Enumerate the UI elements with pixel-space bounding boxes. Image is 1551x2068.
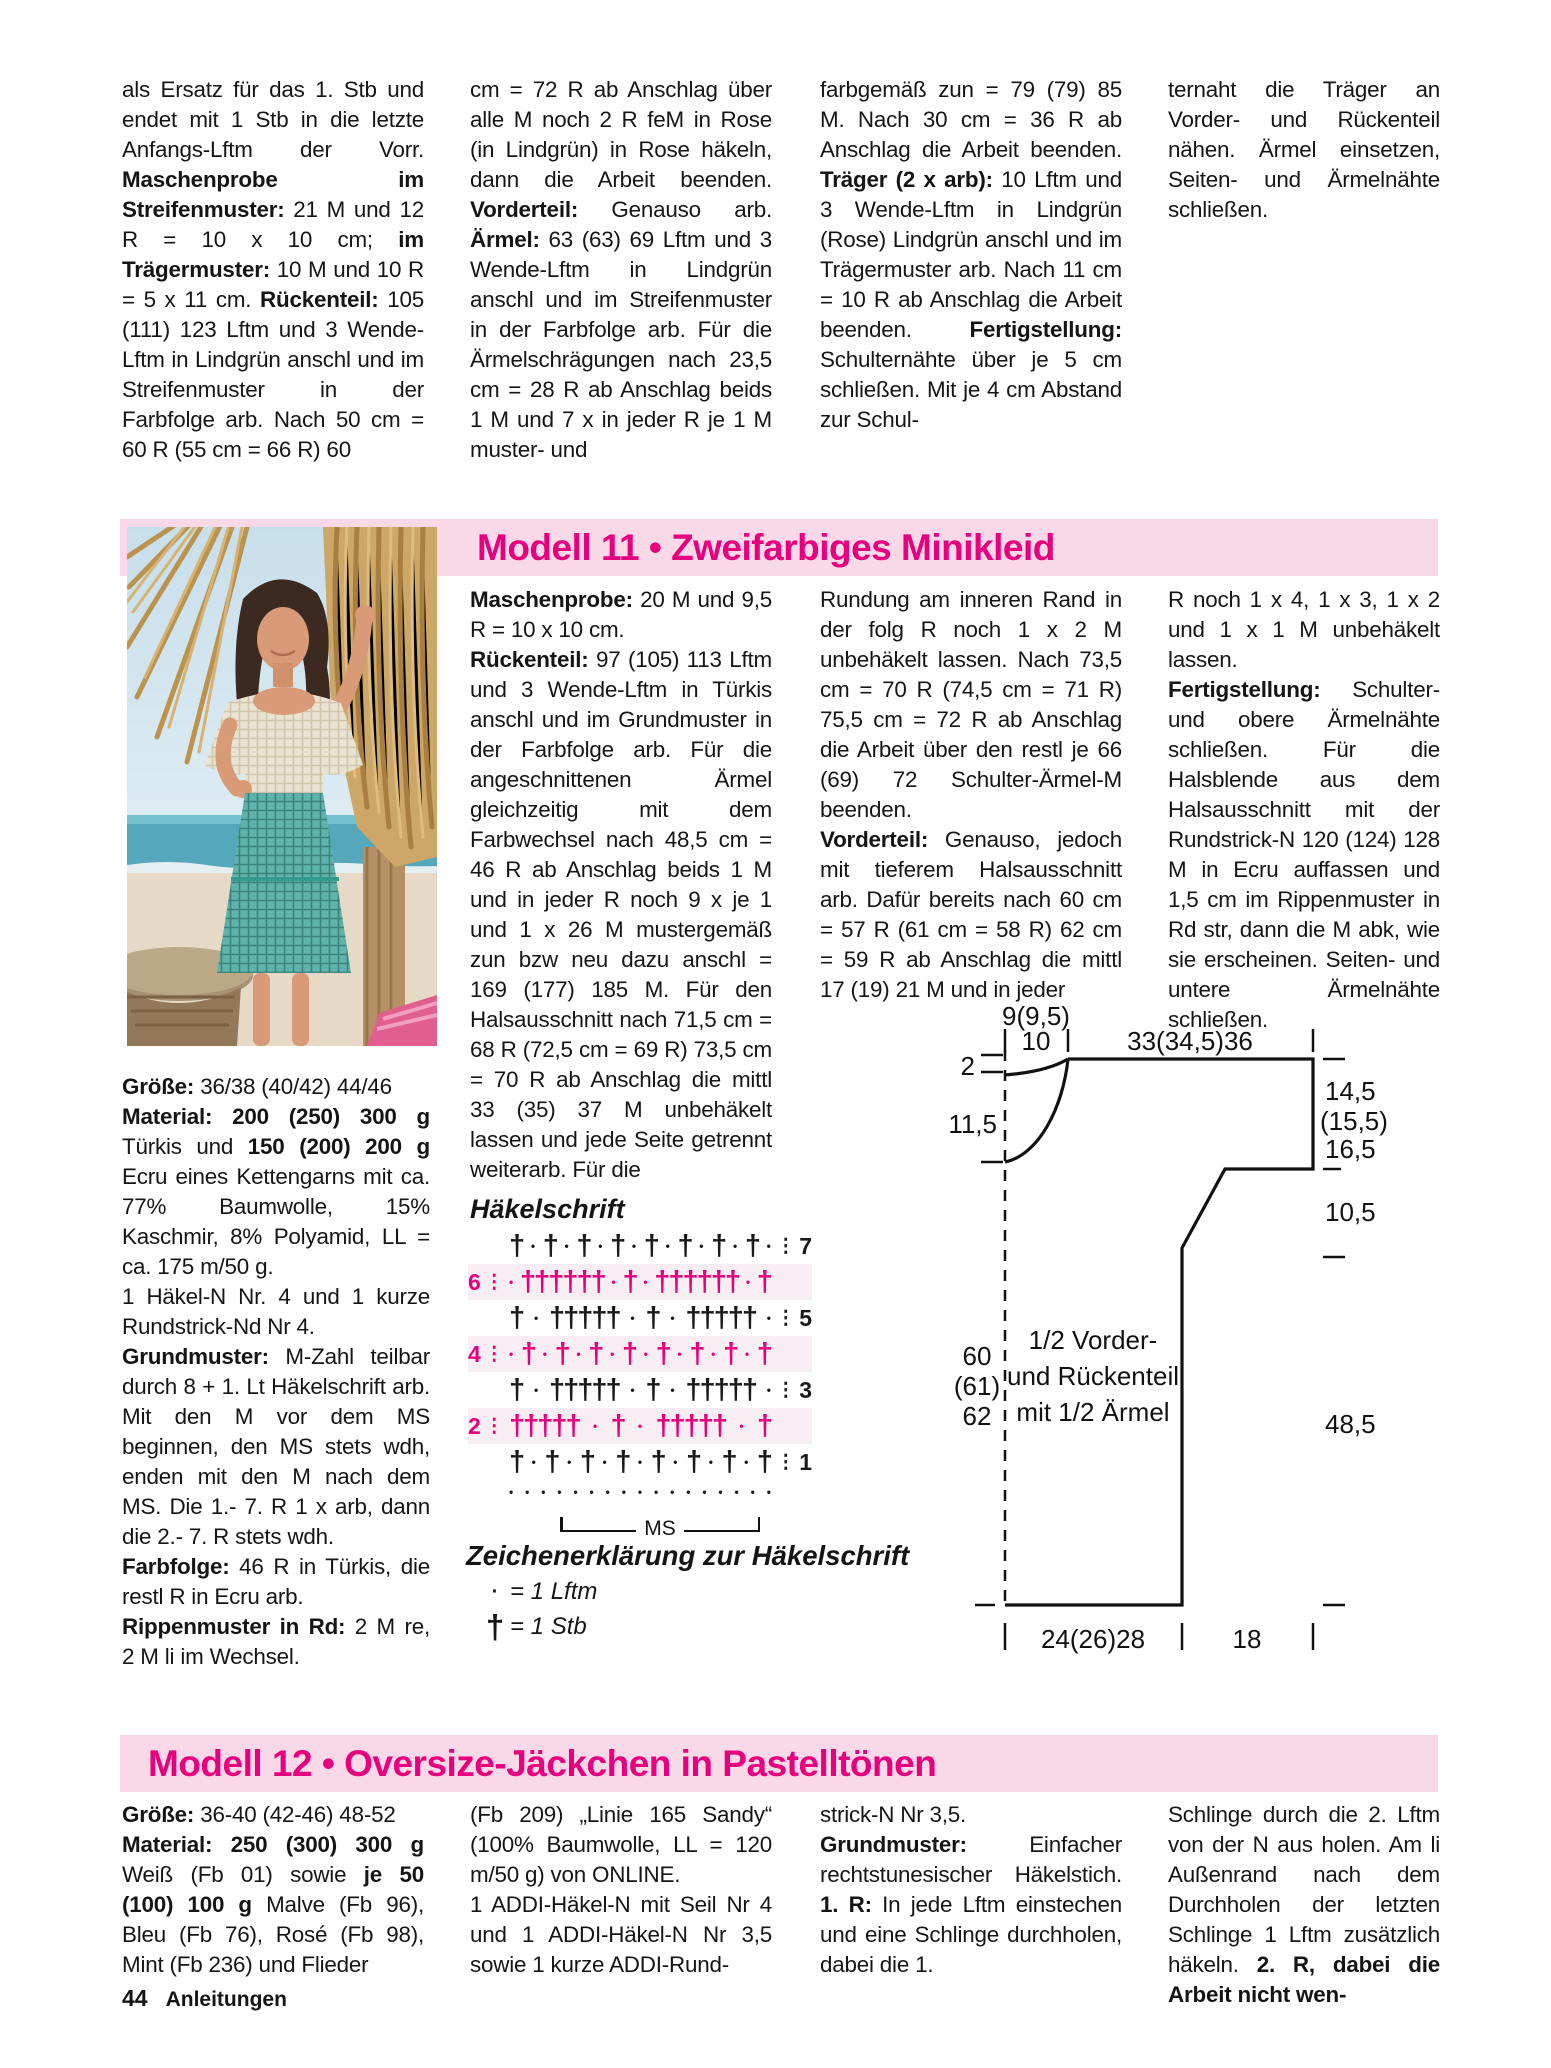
double-crochet-symbol: ††††† (509, 1409, 580, 1442)
m11-column-2: Maschenprobe: 20 M und 9,5 R = 10 x 10 cm. Rückenteil: 97 (105) 113 Lftm und 3 Wende-Lftm in Türkis anschl und im Grundmuster in der Farbfolge arb. Für die angeschnittenen Ärmel gleichzeitig mit dem Farbwechsel nach 48,5 cm = 46 R ab Anschlag beids 1 M und in jeder R noch 9 x je 1 und 1 x 26 M mustergemäß zun bzw neu dazu anschl = 169 (177) 185 M. Für den Halsausschnitt nach 71,5 cm = 68 R (72,5 cm = 69 R) 73,5 cm = 70 R ab Anschlag die mittl 33 (35) 37 M unbehäkelt lassen und jede Seite getrennt weiterarb. Für die (470, 587, 772, 1182)
chain-stitch-symbol: • (533, 1383, 539, 1397)
double-crochet-symbol: ††††† (655, 1409, 727, 1442)
top-article-col-3: farbgemäß zun = 79 (79) 85 M. Nach 30 cm = 36 R ab Anschlag die Arbeit beenden. Träger (2 x arb): 10 Lftm und 3 Wende-Lftm in Lindgrün (Rose) Lindgrün anschl und im Trägermuster arb. Nach 11 cm = 10 R ab Anschlag die Arbeit beenden. Fertigstellung: Schulternähte über je 5 cm schließen. Mit je 4 cm Abstand zur Schul- (820, 77, 1122, 432)
double-crochet-symbol: † (756, 1337, 771, 1370)
chain-stitch-symbol: • (708, 1455, 713, 1469)
chain-stitch-symbol: • (530, 1239, 536, 1253)
m12-column-4: Schlinge durch die 2. Lftm von der N aus holen. Am li Außenrand nach dem Durchholen der letzten Schlinge 1 Lftm zusätzlich häkeln. 2. R, dabei die Arbeit nicht wen- (1168, 1802, 1440, 2007)
measure-length-2: (61) (953, 1371, 1001, 1401)
legend-item-text: = 1 Stb (510, 1613, 587, 1640)
double-crochet-symbol: † (643, 1229, 658, 1262)
double-crochet-symbol: † (650, 1445, 665, 1478)
double-crochet-symbol: † (645, 1373, 660, 1406)
chain-stitch-symbol: • (670, 1383, 675, 1397)
row-number-slot: 2 ⋮ (468, 1412, 504, 1439)
row-number: 3 (799, 1376, 812, 1403)
double-crochet-symbol: ††††† (685, 1373, 756, 1406)
schematic-drawing (935, 995, 1435, 1665)
m12-column-2: (Fb 209) „Linie 165 Sandy“ (100% Baumwolle, LL = 120 m/50 g) von ONLINE. 1 ADDI-Häkel-N mit Seil Nr 4 und 1 ADDI-Häkel-N Nr 3,5 sowie 1 kurze ADDI-Rund- (470, 1802, 772, 1977)
stitch-symbols (504, 1301, 776, 1334)
chain-stitch-symbol: • (589, 1485, 594, 1499)
double-crochet-symbol: † (622, 1265, 637, 1298)
row-number: 2 (468, 1412, 481, 1439)
chain-stitch-symbol: • (637, 1485, 643, 1499)
m11-material-column: Größe: 36/38 (40/42) 44/46 Material: 200 (250) 300 g Türkis und 150 (200) 200 g Ecru eines Kettengarns mit ca. 77% Baumwolle, 15% Kaschmir, 8% Polyamid, LL = ca. 175 m/50 g. 1 Häkel-N Nr. 4 und 1 kurze Rundstrick-Nd Nr 4. Grundmuster: M-Zahl teilbar durch 8 + 1. Lt Häkelschrift arb. Mit den M vor dem MS beginnen, den MS stets wdh, enden mit den M nach dem MS. Die 1.- 7. R 1 x arb, dann die 2.- 7. R stets wdh. Farbfolge: 46 R in Türkis, die restl R in Ecru arb. Rippenmuster in Rd: 2 M re, 2 M li im Wechsel. (122, 1074, 430, 1669)
ms-label: MS (644, 1517, 676, 1540)
chain-stitch-symbol: • (673, 1455, 678, 1469)
chain-stitch-symbol: • (576, 1347, 581, 1361)
measure-back-neck: 2 (960, 1051, 975, 1081)
chain-stitch-symbol: • (766, 1239, 771, 1253)
legend-item-stb (480, 1608, 587, 1646)
chain-stitch-symbol: • (611, 1275, 616, 1289)
row-number: 5 (799, 1304, 812, 1331)
double-crochet-symbol: † (544, 1445, 559, 1478)
measure-neck-width: 9(9,5) (1002, 1001, 1070, 1031)
chain-stitch-symbol: • (677, 1347, 682, 1361)
measure-length-3: 62 (962, 1401, 992, 1431)
measure-cuff-2: (15,5) (1320, 1106, 1388, 1136)
chain-stitch-symbol: • (567, 1455, 572, 1469)
double-crochet-symbol: † (723, 1337, 738, 1370)
haekelschrift-row (468, 1444, 812, 1480)
double-crochet-symbol: † (485, 1608, 505, 1645)
double-crochet-symbol: † (509, 1373, 524, 1406)
footer-section-label: Anleitungen (165, 1988, 287, 2011)
row-number-slot: ⋮ 3 (776, 1376, 812, 1403)
ms-bracket-left-bar (563, 1530, 637, 1533)
chain-stitch-symbol: • (699, 1239, 704, 1253)
row-number: 1 (799, 1448, 812, 1475)
double-crochet-symbol: † (686, 1445, 701, 1478)
pattern-schematic (935, 995, 1435, 1665)
stitch-symbols (504, 1265, 776, 1298)
page-footer (122, 1985, 287, 2012)
haekelschrift-row (468, 1480, 812, 1504)
row-number-slot: ⋮ 5 (776, 1304, 812, 1331)
top-article-col-1: als Ersatz für das 1. Stb und endet mit 1 Stb in die letzte Anfangs-Lftm der Vorr. Maschenprobe im Streifenmuster: 21 M und 12 R = 10 x 10 cm; im Trägermuster: 10 M und 10 R = 5 x 11 cm. Rückenteil: 105 (111) 123 Lftm und 3 Wende-Lftm in Lindgrün anschl und im Streifenmuster in der Farbfolge arb. Nach 50 cm = 60 R (55 cm = 66 R) 60 (122, 77, 424, 462)
row-number: 4 (468, 1340, 481, 1367)
chain-stitch-symbol: • (739, 1419, 744, 1433)
double-crochet-symbol: † (509, 1301, 524, 1334)
double-crochet-symbol: † (621, 1337, 637, 1370)
chain-stitch-symbol: • (541, 1485, 546, 1499)
double-crochet-symbol: † (655, 1337, 670, 1370)
stitch-symbols (504, 1229, 776, 1262)
double-crochet-symbol: † (554, 1337, 569, 1370)
double-crochet-symbol: † (610, 1409, 625, 1442)
chain-stitch-symbol: • (509, 1485, 514, 1499)
chain-stitch-symbol: • (744, 1347, 750, 1361)
m11-column-4: R noch 1 x 4, 1 x 3, 1 x 2 und 1 x 1 M unbehäkelt lassen. Fertigstellung: Schulter- und obere Ärmelnähte schließen. Für die Halsblende aus dem Halsausschnitt mit der Rundstrick-N 120 (124) 128 M in Ecru auffassen und 1,5 cm im Rippenmuster in Rd str, dann die M abk, wie sie erscheinen. Seiten- und untere Ärmelnähte schließen. (1168, 587, 1440, 1032)
double-crochet-symbol: † (588, 1337, 603, 1370)
chain-stitch-symbol: • (750, 1485, 755, 1499)
double-crochet-symbol: † (520, 1337, 536, 1370)
double-crochet-symbol: † (579, 1445, 594, 1478)
stitch-symbols (504, 1409, 776, 1442)
measure-neck-width-alt: 10 (1021, 1026, 1051, 1056)
chain-stitch-symbol: • (630, 1311, 635, 1325)
double-crochet-symbol: † (677, 1229, 692, 1262)
schematic-piece-label-2: und Rückenteil (1007, 1361, 1179, 1391)
chain-stitch-symbol: • (711, 1347, 716, 1361)
chain-stitch-symbol: • (702, 1485, 707, 1499)
chain-stitch-symbol: • (643, 1347, 648, 1361)
row-number: 7 (799, 1232, 812, 1259)
haekelschrift-row (468, 1228, 812, 1264)
row-number-slot: 6 ⋮ (468, 1268, 504, 1295)
double-crochet-symbol: † (756, 1265, 771, 1298)
ms-bracket (560, 1508, 760, 1540)
double-crochet-symbol: ††††† (548, 1373, 620, 1406)
chain-stitch-symbol: • (557, 1485, 562, 1499)
haekelschrift-title: Häkelschrift (470, 1194, 625, 1224)
measure-cuff-3: 16,5 (1325, 1134, 1376, 1164)
legend-title: Zeichenerklärung zur Häkelschrift (466, 1540, 910, 1571)
chain-stitch-symbol: • (605, 1485, 610, 1499)
chain-stitch-symbol: • (621, 1485, 626, 1499)
beach-photo-illustration (127, 527, 437, 1046)
schematic-piece-label-1: 1/2 Vorder- (1028, 1325, 1158, 1355)
chain-stitch-symbol: • (686, 1485, 691, 1499)
chain-stitch-symbol: • (745, 1275, 751, 1289)
double-crochet-symbol: †††††† (654, 1265, 740, 1298)
haekelschrift-row (468, 1372, 812, 1408)
haekelschrift-row (468, 1336, 812, 1372)
chain-stitch-symbol: • (732, 1239, 738, 1253)
double-crochet-symbol: † (542, 1229, 557, 1262)
chain-stitch-symbol: · (491, 1580, 499, 1603)
chain-stitch-symbol: • (509, 1347, 514, 1361)
chain-stitch-symbol: • (637, 1455, 643, 1469)
m12-column-1: Größe: 36-40 (42-46) 48-52 Material: 250 (300) 300 g Weiß (Fb 01) sowie je 50 (100) 100 g Malve (Fb 96), Bleu (Fb 76), Rosé (Fb 98), Mint (Fb 236) und Flieder (122, 1802, 424, 1977)
haekelschrift-rows (468, 1228, 812, 1504)
modell12-band (120, 1735, 1438, 1792)
measure-underarm: 10,5 (1325, 1197, 1376, 1227)
chain-stitch-symbol: • (665, 1239, 670, 1253)
measure-front-neck: 11,5 (948, 1109, 997, 1139)
chain-stitch-symbol: • (670, 1485, 675, 1499)
double-crochet-symbol: ††††† (548, 1301, 620, 1334)
measure-hem-width: 24(26)28 (1040, 1624, 1146, 1654)
measure-side-length: 48,5 (1325, 1409, 1376, 1439)
double-crochet-symbol: † (645, 1301, 660, 1334)
stitch-symbols (504, 1486, 776, 1498)
stitch-symbols (504, 1373, 776, 1406)
top-article-col-4: ternaht die Träger an Vorder- und Rückenteil nähen. Ärmel einsetzen, Seiten- und Ärmelnähte schließen. (1168, 77, 1440, 222)
chain-stitch-symbol: • (509, 1275, 514, 1289)
legend-item-text: = 1 Lftm (510, 1578, 598, 1605)
measure-length-1: 60 (962, 1341, 992, 1371)
model-photo (127, 527, 437, 1046)
row-number-slot: ⋮ 7 (776, 1232, 812, 1259)
page-number: 44 (122, 1985, 148, 2011)
double-crochet-symbol: † (721, 1445, 736, 1478)
double-crochet-symbol: † (711, 1229, 726, 1262)
modell12-title: Modell 12 • Oversize-Jäckchen in Pastelltönen (148, 1743, 937, 1784)
double-crochet-symbol: † (744, 1229, 759, 1262)
double-crochet-symbol: † (509, 1229, 524, 1262)
double-crochet-symbol: † (689, 1337, 704, 1370)
stitch-symbols (504, 1337, 776, 1370)
row-number-slot: ⋮ 1 (776, 1448, 812, 1475)
double-crochet-symbol: † (756, 1445, 771, 1478)
chain-stitch-symbol: • (637, 1419, 643, 1433)
chain-stitch-symbol: • (573, 1485, 578, 1499)
chain-stitch-symbol: • (525, 1485, 530, 1499)
measure-sleeve-width: 18 (1232, 1624, 1262, 1654)
chain-stitch-symbol: • (734, 1485, 739, 1499)
double-crochet-symbol: † (756, 1409, 771, 1442)
double-crochet-symbol: † (576, 1229, 591, 1262)
m12-column-3: strick-N Nr 3,5. Grundmuster: Einfacher rechtstunesischer Häkelstich. 1. R: In jede Lftm einstechen und eine Schlinge durchholen, dabei die 1. (820, 1802, 1122, 1977)
row-number: 6 (468, 1268, 481, 1295)
measure-cuff-1: 14,5 (1325, 1076, 1376, 1106)
modell11-title: Modell 11 • Zweifarbiges Minikleid (477, 527, 1055, 568)
row-number-slot: 4 ⋮ (468, 1340, 504, 1367)
chain-stitch-symbol: • (542, 1347, 547, 1361)
m11-column-3: Rundung am inneren Rand in der folg R noch 1 x 2 M unbehäkelt lassen. Nach 73,5 cm = 70 R (74,5 cm = 71 R) 75,5 cm = 72 R ab Anschlag die Arbeit über den restl je 66 (69) 72 Schulter-Ärmel-M beenden. Vorderteil: Genauso, jedoch mit tieferem Halsausschnitt arb. Dafür bereits nach 60 cm = 57 R (61 cm = 58 R) 62 cm = 59 R ab Anschlag die mittl 17 (19) 21 M und in jeder (820, 587, 1122, 1002)
chain-stitch-symbol: • (670, 1311, 675, 1325)
haekelschrift-row (468, 1300, 812, 1336)
haekelschrift-row (468, 1408, 812, 1444)
chain-stitch-symbol: • (766, 1311, 771, 1325)
chain-stitch-symbol: • (592, 1419, 598, 1433)
double-crochet-symbol: † (610, 1229, 625, 1262)
chain-stitch-symbol: • (610, 1347, 615, 1361)
double-crochet-symbol: † (509, 1445, 524, 1478)
haekelschrift-row (468, 1264, 812, 1300)
chain-stitch-symbol: • (718, 1485, 723, 1499)
legend-item-lftm (480, 1578, 597, 1606)
top-article-col-2: cm = 72 R ab Anschlag über alle M noch 2 R feM in Rose (in Lindgrün) in Rose häkeln, dann die Arbeit beenden. Vorderteil: Genauso arb. Ärmel: 63 (63) 69 Lftm und 3 Wende-Lftm in Lindgrün anschl und im Streifenmuster in der Farbfolge arb. Für die Ärmelschrägungen nach 23,5 cm = 28 R ab Anschlag beids 1 M und 7 x in jeder R je 1 M muster- und (470, 77, 772, 462)
chain-stitch-symbol: • (653, 1485, 659, 1499)
chain-stitch-symbol: • (531, 1455, 536, 1469)
ms-bracket-right-tick (758, 1517, 761, 1532)
measure-sleeve-top: 33(34,5)36 (1127, 1026, 1253, 1056)
chain-stitch-symbol: • (643, 1275, 648, 1289)
double-crochet-symbol: ††††† (685, 1301, 756, 1334)
chain-stitch-symbol: • (533, 1311, 539, 1325)
stitch-symbols (504, 1445, 776, 1478)
double-crochet-symbol: † (615, 1445, 630, 1478)
chain-stitch-symbol: • (766, 1485, 771, 1499)
chain-stitch-symbol: • (630, 1383, 635, 1397)
ms-bracket-right-bar (684, 1530, 758, 1533)
chain-stitch-symbol: • (631, 1239, 637, 1253)
chain-stitch-symbol: • (564, 1239, 569, 1253)
chain-stitch-symbol: • (744, 1455, 749, 1469)
chain-stitch-symbol: • (766, 1383, 771, 1397)
schematic-piece-label-3: mit 1/2 Ärmel (1016, 1397, 1170, 1427)
double-crochet-symbol: †††††† (519, 1265, 605, 1298)
chain-stitch-symbol: • (602, 1455, 607, 1469)
chain-stitch-symbol: • (598, 1239, 603, 1253)
